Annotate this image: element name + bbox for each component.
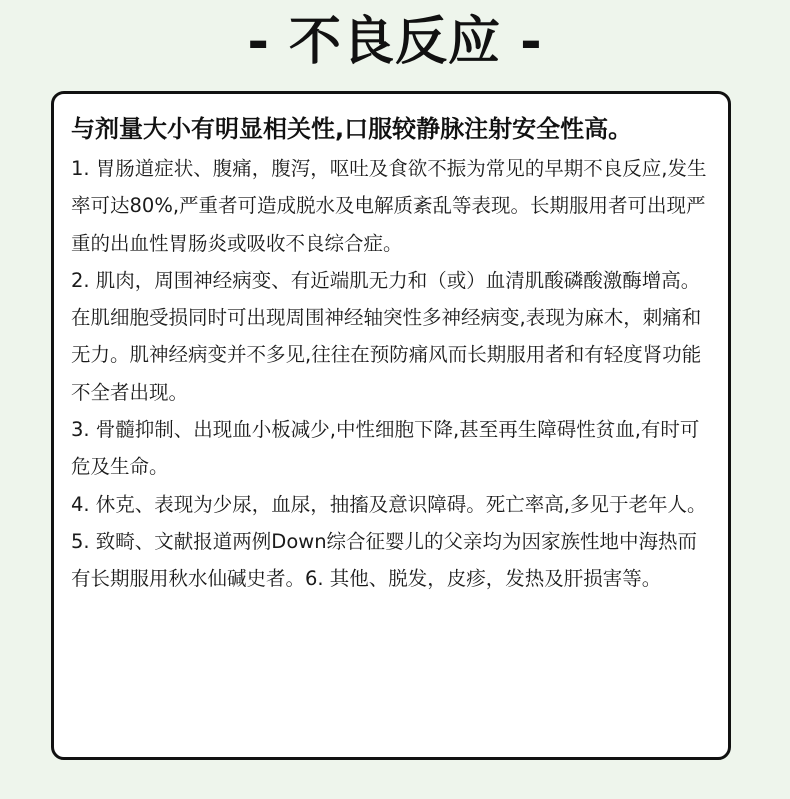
reaction-item-gastrointestinal: 1. 胃肠道症状、腹痛，腹泻，呕吐及食欲不振为常见的早期不良反应,发生率可达80%,严重者可造成脱水及电解质紊乱等表现。长期服用者可出现严重的出血性胃肠炎或吸收不良综合症。 — [71, 157, 707, 255]
reaction-item-muscle-neuropathy: 2. 肌肉，周围神经病变、有近端肌无力和（或）血清肌酸磷酸激酶增高。在肌细胞受损同时可出现周围神经轴突性多神经病变,表现为麻木，刺痛和无力。肌神经病变并不多见,往往在预防痛风而长期服用者和有轻度肾功能不全者出现。 — [71, 268, 702, 404]
reaction-list — [71, 150, 711, 598]
reaction-item-bone-marrow: 3. 骨髓抑制、出现血小板减少,中性细胞下降,甚至再生障碍性贫血,有时可危及生命。 — [71, 418, 700, 479]
page-title: - 不良反应 - — [247, 12, 543, 72]
content-card — [51, 91, 731, 760]
reaction-item-shock: 4. 休克、表现为少尿，血尿，抽搐及意识障碍。死亡率高,多见于老年人。 — [71, 492, 707, 516]
summary-heading: 与剂量大小有明显相关性,口服较静脉注射安全性高。 — [71, 115, 633, 143]
reaction-item-teratogenic-other: 5. 致畸、文献报道两例Down综合征婴儿的父亲均为因家族性地中海热而有长期服用秋水仙碱史者。6. 其他、脱发，皮疹，发热及肝损害等。 — [71, 529, 698, 591]
